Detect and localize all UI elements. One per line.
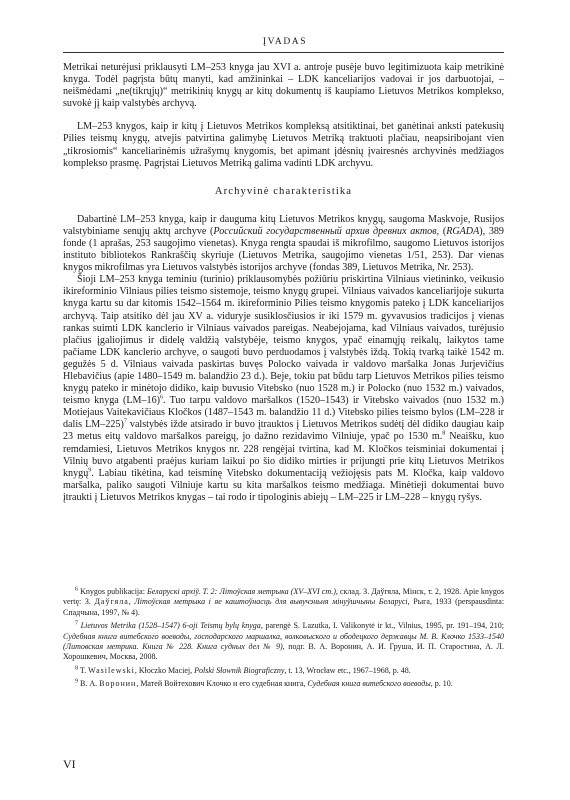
footnote-ref-7[interactable]: 7 — [123, 418, 127, 425]
main-text — [63, 62, 504, 504]
footnote-8: $^8$ T. Wasilewski, Kłoczko Maciej, Polski Słownik Biograficzny, t. 13, Wrocław etc., 1967–1968, p. 48. — [75, 665, 411, 675]
footnote-ref-9[interactable]: 9 — [88, 467, 92, 474]
footnote-7: $^7$ Lietuvos Metrika (1528–1547) 6-oji Teismų bylų knyga, parengė S. Lazutka, I. Valikonytė ir kt., Vilnius, 1995, pr. 191–194, 210; Судебная книга витебского воеводы, господарского маршалка, волковыского и ободецкого державцы М. В. Клочко 1533–1540 (Литовская метрика. Книга № 228. Книга судных дел № 9), подг. В. А. Воронин, А. И. Груша, И. П. Старостина, А. Л. Хорошкевич, Москва, 2008. — [63, 620, 505, 662]
running-head: ĮVADAS — [262, 37, 308, 47]
paragraph-2: LM–253 knygos, kaip ir kitų į Lietuvos Metrikos kompleksą atsitiktinai, bet ganėtinai anksti patekusių Pilies teismų knygų, atvejis patvirtina galimybę Lietuvos Metriką traktuoti plačiau, neapsiribojant vien „tikrosiomis“ kanceliarinėmis užrašymų knygomis, bet apimant įdėsnių įvairesnės archyvinės medžiagos komplekso prasmę. Pagrįstai Lietuvos Metriką galima vadinti LDK archyvu. — [63, 121, 504, 169]
footnote-9: $^9$ В. А. Воронин, Матей Войтехович Клочко и его судебная книга, Судебная книга витебского воеводы, p. 10. — [75, 678, 453, 689]
page-number: VI — [63, 757, 76, 771]
footnote-6: $^6$ Knygos publikacija: Беларускі архіў. Т. 2: Літоўская метрыка (XV–XVI ст.), склад. З. Даўгяла, Мінск, т. 2, 1928. Apie knygos vertę: З. Даўгяла, Літоўская метрыка і яе каштоўнасць для вывучэньня мінуўшчыны Беларусі, Рыга, 1933 (perspausdinta: Спадчына, 1997, № 4). — [63, 586, 505, 617]
paragraph-4: Šioji LM–253 knyga teminiu (turinio) priklausomybės požiūriu priskirtina Vilniaus vietininko, veikusio ikireforminio Vilniaus pilies teismo sistemoje, teismo knygų grupei. Vilniaus vaivados kanceliarijoje sukurta knyga kartu su dar kitomis 1542–1564 m. ikireforminio Pilies teismo knygomis pateko į LDK kanceliarijos archyvą. Taip atsitiko dėl jau XV a. viduryje susiklosčiusios ir iki 1579 m. gyvavusios tradicijos į vienas rankas suimti LDK kanclerio ir Vilniaus vaivados pareigas. Neabejojama, kad Vilniaus vaivados, turėjusio plačius įgaliojimus ir didelę valdžią valstybėje, teismo knygos, ypač einamųjų reikalų, laikytos tame pačiame LDK kanclerio archyve, o saugoti buvo perduodamos į valstybės iždą. Tokią tvarką taikė 1542 m. gegužės 5 d. Vilniaus vaivada paskirtas buvęs Polocko vaivada ir valdovo maršalka Jonas Jurjevičius Hlebavičius (apie 1480–1549 m. balandžio 23 d.). Beje, tokiu pat būdu tarp Lietuvos Metrikos pilies teismo knygų pateko ir minėtojo didiko, kaip buvusio Vitebsko (nuo 1528 m.) ir Polocko (nuo 1532 m.) vaivados, teismo knyga $(LM-16)^6$. Tuo tarpu valdovo maršalkos (1520–1543) ir Vitebsko vaivados (nuo 1532 m.) Motiejaus Vaitekavičiaus Kločkos (1487–1543 m. balandžio 11 d.) Vitebsko pilies teismo bylos (LM–228 ir dalis LM–225)$^7$ valstybės ižde atsirado ir buvo įtrauktos į Lietuvos Metrikos sudėtį dėl didiko daugiau kaip 23 metus eitų valdovo maršalkos pareigų, jo dažno rezidavimo Vilniuje, ypač po 1530 m.$^8$ Neaišku, kuo remdamiesi, Lietuvos Metrikos knygos nr. 228 rengėjai tvirtina, kad M. Kločkos teisminiai dokumentai į Vilnių buvo atgabenti praėjus kuriam laikui po šio didiko mirties ir prijungti prie kitų Lietuvos Metrikos knygų$^9$. Labiau tikėtina, kad teisminę Vitebsko dokumentaciją vežiojęsis pats M. Kločka, kaip valdovo maršalka, paliko saugoti Vilniuje kartu su kita maršalkos teismo medžiaga. Minėtieji dokumentai buvo įtraukti į Lietuvos Metrikos knygas – tai rodo ir tipologinis abiejų – LM–225 ir LM–228 – knygų ryšys. — [63, 274, 505, 503]
header-rule — [63, 52, 504, 53]
footnotes — [63, 587, 504, 693]
footnote-ref-8[interactable]: 8 — [442, 431, 446, 438]
footnote-ref-6[interactable]: 6 — [160, 394, 164, 401]
paragraph-3: Dabartinė LM–253 knyga, kaip ir dauguma kitų Lietuvos Metrikos knygų, saugoma Maskvoje, Rusijos valstybiniame senųjų aktų archyve (Российский государственный архив древних актов, (RGADA), 389 fonde (1 aprašas, 253 saugojimo vienetas). Knyga rengta spaudai iš mikrofilmo, saugomo Lietuvos istorijos instituto bibliotekos Rankraščių skyriuje (Lietuvos Metrika, saugojimo vienetas 1/51, 253). Dar vienas knygos mikrofilmas yra Lietuvos valstybės istorijos archyve (fondas 389, Lietuvos Metrika, Nr. 253). — [63, 213, 504, 274]
section-heading: Archyvinė charakteristika — [214, 185, 353, 197]
paragraph-1: Metrikai neturėjusi priklausyti LM–253 knyga jau XVI a. antroje pusėje buvo legitimizuota kaip metrikinė knyga. Todėl pagrįsta būtų manyti, kad amžininkai – LDK kanceliarijos vadovai ir jos darbuotojai, – neišmėdami „ne(tikrųjų)“ metrikinių knygų ar kitų dokumentų iš kaupiamo Lietuvos Metrikos komplekso, suvokė jį kaip valstybės archyvą. — [63, 62, 504, 110]
